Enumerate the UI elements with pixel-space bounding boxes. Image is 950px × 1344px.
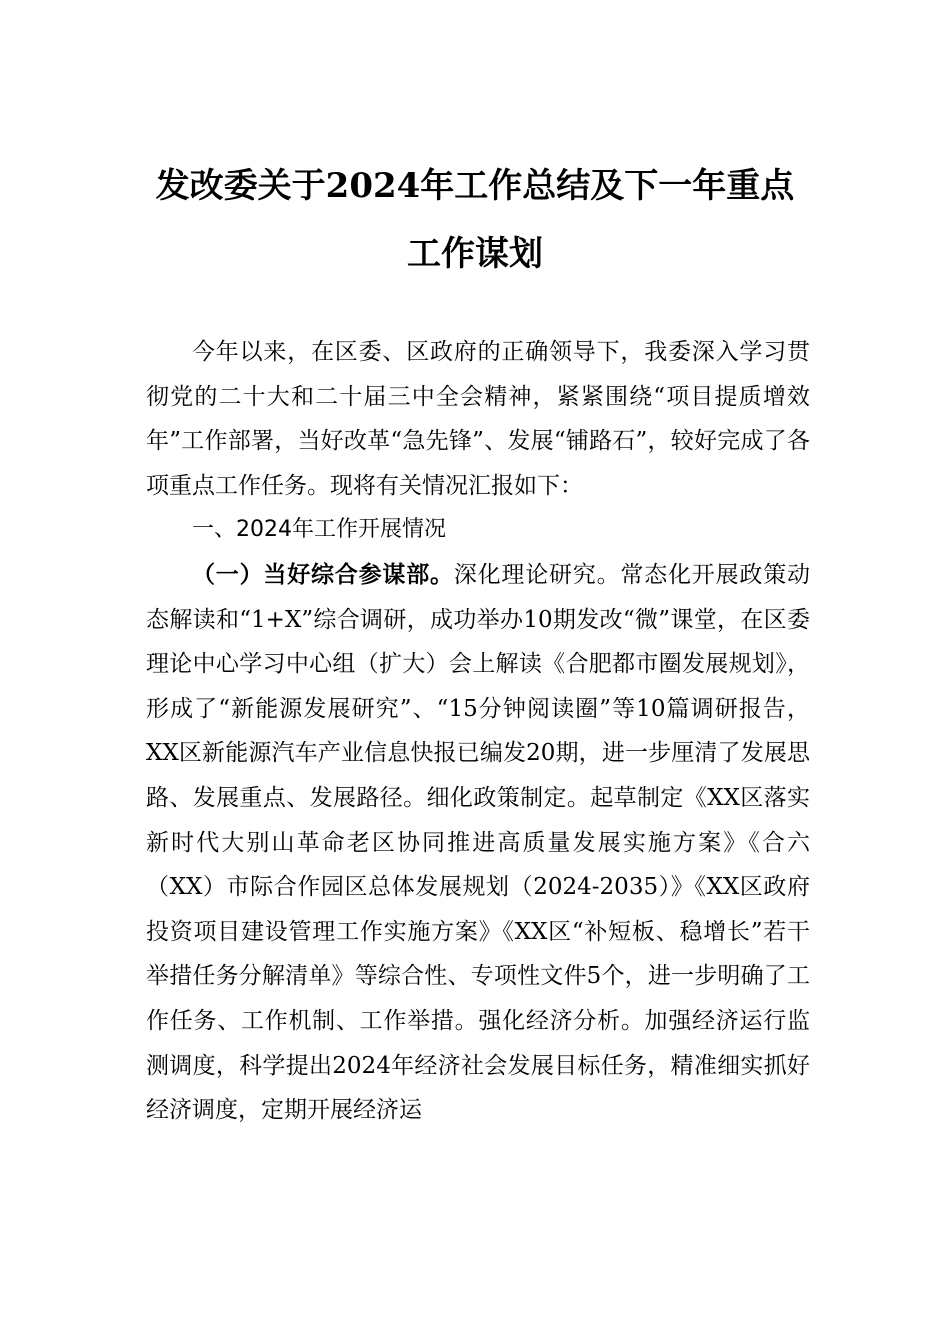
subsection-label: （一）当好综合参谋部。 xyxy=(192,560,454,588)
document-title-line-2: 工作谋划 xyxy=(407,234,543,274)
document-title-line-1: 发改委关于2024年工作总结及下一年重点 xyxy=(155,166,795,206)
section-heading: 一、2024年工作开展情况 xyxy=(192,517,446,543)
subsection-paragraph xyxy=(146,553,810,1133)
intro-paragraph: 今年以来，在区委、区政府的正确领导下，我委深入学习贯彻党的二十大和二十届三中全会精神，紧紧围绕“项目提质增效年”工作部署，当好改革“急先锋”、发展“铺路石”，较好完成了各项重点工作任务。现将有关情况汇报如下： xyxy=(146,339,810,499)
document-body xyxy=(146,330,810,1133)
subsection-text: 深化理论研究。常态化开展政策动态解读和“1+X”综合调研，成功举办10期发改“微”课堂，在区委理论中心学习中心组（扩大）会上解读《合肥都市圈发展规划》，形成了“新能源发展研究”、“15分钟阅读圈”等10篇调研报告，XX区新能源汽车产业信息快报已编发20期，进一步厘清了发展思路、发展重点、发展路径。细化政策制定。起草制定《XX区落实新时代大别山革命老区协同推进高质量发展实施方案》《合六（XX）市际合作园区总体发展规划（2024-2035）》《XX区政府投资项目建设管理工作实施方案》《XX区“补短板、稳增长”若干举措任务分解清单》等综合性、专项性文件5个，进一步明确了工作任务、工作机制、工作举措。强化经济分析。加强经济运行监测调度，科学提出2024年经济社会发展目标任务，精准细实抓好经济调度，定期开展经济运 xyxy=(146,561,811,1124)
